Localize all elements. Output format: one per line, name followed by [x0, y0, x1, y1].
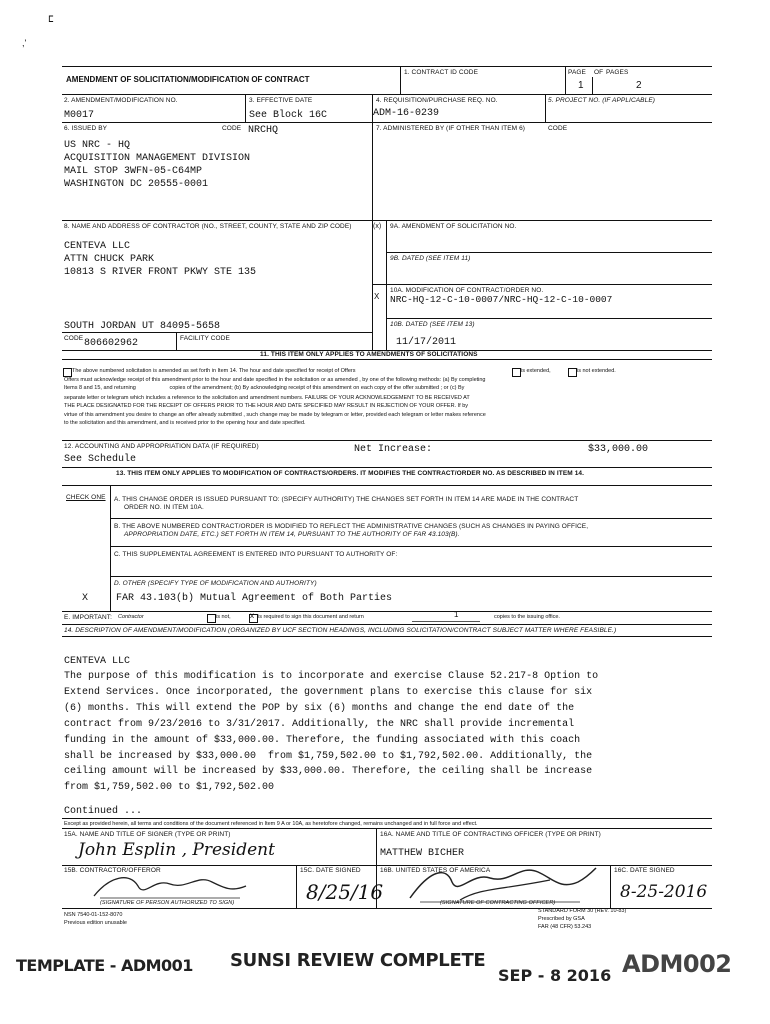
issued-by-label: 6. ISSUED BY [64, 125, 108, 132]
item11-text: separate letter or telegram which includes a reference to the solicitation and amendment numbers. FAILURE OF YOUR ACKNOWLEDGEMENT TO BE RECEIVED AT [64, 395, 470, 401]
contractor-date-label: 15C. DATE SIGNED [300, 867, 361, 874]
is-not-label: is not, [216, 614, 231, 620]
contract-id-label: 1. CONTRACT ID CODE [404, 69, 479, 76]
adm-stamp: ADM002 [622, 950, 732, 978]
issuer-address-line: ACQUISITION MANAGEMENT DIVISION [64, 153, 251, 164]
modification-no-label: 2. AMENDMENT/MODIFICATION NO. [64, 97, 178, 104]
contractor-line: CENTEVA LLC [64, 241, 131, 252]
previous-edition-note: Previous edition unusable [64, 920, 127, 926]
template-stamp: TEMPLATE - ADM001 [16, 956, 193, 975]
effective-date: See Block 16C [249, 110, 328, 121]
contractor-city-line: SOUTH JORDAN UT 84095-5658 [64, 321, 221, 332]
accounting-data-value: See Schedule [64, 454, 137, 465]
officer-date-label: 16C. DATE SIGNED [614, 867, 675, 874]
item13d-text: D. OTHER (SPECIFY TYPE OF MODIFICATION AND AUTHORITY) [114, 580, 317, 587]
item13c-text: C. THIS SUPPLEMENTAL AGREEMENT IS ENTERED INTO PURSUANT TO AUTHORITY OF: [114, 551, 398, 558]
item13-heading: 13. THIS ITEM ONLY APPLIES TO MODIFICATION OF CONTRACTS/ORDERS. IT MODIFIES THE CONTRACT/ORDER NO. AS DESCRIBED IN ITEM 14. [116, 470, 585, 477]
issuer-address-line: WASHINGTON DC 20555-0001 [64, 179, 209, 190]
accounting-data-label: 12. ACCOUNTING AND APPROPRIATION DATA (IF REQUIRED) [64, 443, 259, 450]
contractor-label: 8. NAME AND ADDRESS OF CONTRACTOR (NO., STREET, COUNTY, STATE AND ZIP CODE) [64, 223, 352, 230]
contract-dated: 11/17/2011 [396, 337, 457, 348]
contract-order-no-label: 10A. MODIFICATION OF CONTRACT/ORDER NO. [390, 287, 544, 294]
signer-name: John Esplin , President [78, 840, 275, 860]
is-required-check: x [250, 611, 254, 620]
net-increase-label: Net Increase: [354, 444, 433, 455]
contractor-signature-caption: (SIGNATURE OF PERSON AUTHORIZED TO SIGN) [100, 900, 235, 906]
scan-speck: ⵎ [48, 14, 54, 24]
copies-text: copies to the issuing office. [494, 614, 560, 620]
sunsi-review-stamp: SUNSI REVIEW COMPLETE [230, 950, 486, 971]
scan-speck: ,' [22, 38, 27, 48]
united-states-label: 16B. UNITED STATES OF AMERICA [380, 867, 491, 874]
nsn-number: NSN 7540-01-152-8070 [64, 912, 123, 918]
administered-by-code-label: CODE [548, 125, 568, 132]
item11-text: to the solicitation and this amendment, and is received prior to the opening hour and date specified. [64, 420, 306, 426]
contractor-code: 806602962 [84, 338, 139, 349]
contract-order-no: NRC-HQ-12-C-10-0007/NRC-HQ-12-C-10-0007 [390, 294, 613, 305]
officer-date-signed: 8-25-2016 [620, 882, 708, 902]
received-date-stamp: SEP - 8 2016 [498, 966, 612, 985]
contracting-officer-name: MATTHEW BICHER [380, 848, 465, 859]
description-line: funding in the amount of $33,000.00. Therefore, the funding associated with this coach [64, 735, 581, 746]
description-line: Extend Services. Once incorporated, the government plans to exercise this clause for six [64, 687, 593, 698]
project-no-label: 5. PROJECT NO. (IF APPLICABLE) [548, 97, 656, 104]
check-one-label: CHECK ONE [66, 494, 106, 501]
page-label: PAGE [568, 69, 586, 76]
item11-text: The above numbered solicitation is amended as set forth in Item 14. The hour and date specified for receipt of Offers [72, 368, 356, 374]
prescribed-by: Prescribed by GSA [538, 916, 585, 922]
item11-text: THE PLACE DESIGNATED FOR THE RECEIPT OF OFFERS PRIOR TO THE HOUR AND DATE SPECIFIED MAY RESULT IN REJECTION OF YOUR OFFER. If by [64, 403, 469, 409]
description-line: contract from 9/23/2016 to 3/31/2017. Additionally, the NRC shall provide incremental [64, 719, 575, 730]
item13d-checkmark: X [82, 593, 89, 604]
far-reference: FAR (48 CFR) 53.243 [538, 924, 592, 930]
is-not-checkbox [207, 614, 216, 623]
contractor-code-label: CODE [64, 335, 84, 342]
page-number: 1 [578, 80, 584, 91]
contractor-line: ATTN CHUCK PARK [64, 254, 155, 265]
solicitation-checkbox [63, 368, 72, 377]
solicitation-dated-label: 9B. DATED (SEE ITEM 11) [390, 255, 471, 262]
standard-form-id: STANDARD FORM 30 (REV. 10-83) [538, 908, 627, 914]
signer-name-label: 15A. NAME AND TITLE OF SIGNER (TYPE OR PRINT) [64, 831, 231, 838]
description-line: from $1,759,502.00 to $1,792,502.00 [64, 782, 275, 793]
item13b-text: APPROPRIATION DATE, ETC.) SET FORTH IN ITEM 14, PURSUANT TO THE AUTHORITY OF FAR 43.103(B). [124, 531, 460, 538]
item13a-text: ORDER NO. IN ITEM 10A. [124, 504, 204, 511]
facility-code-label: FACILITY CODE [180, 335, 230, 342]
officer-signature-caption: (SIGNATURE OF CONTRACTING OFFICER) [440, 900, 556, 906]
description-line: (6) months. This will extend the POP by six (6) months and change the end date of the [64, 703, 575, 714]
not-extended-label: is not extended. [577, 368, 616, 374]
item13d-authority: FAR 43.103(b) Mutual Agreement of Both Parties [116, 593, 393, 604]
contractor-offeror-label: 15B. CONTRACTOR/OFFEROR [64, 867, 161, 874]
item13a-text: A. THIS CHANGE ORDER IS ISSUED PURSUANT TO: (SPECIFY AUTHORITY) THE CHANGES SET FORTH IN ITEM 14 ARE MADE IN THE CONTRACT [114, 496, 579, 503]
contract-dated-label: 10B. DATED (SEE ITEM 13) [390, 321, 475, 328]
page-count: 2 [636, 80, 642, 91]
description-label: 14. DESCRIPTION OF AMENDMENT/MODIFICATION (ORGANIZED BY UCF SECTION HEADINGS, INCLUDING SOLICITATION/CONTRACT SUBJECT MATTER WHERE FEASIBLE.) [64, 627, 617, 634]
continued-note: Continued ... [64, 806, 143, 817]
description-line: ceiling amount will be increased by $33,000.00. Therefore, the ceiling shall be increase [64, 766, 593, 777]
item11-text: Offers must acknowledge receipt of this amendment prior to the hour and date specified in the solicitation or as amended , by one of the following methods: (a) By completing [64, 377, 486, 383]
issued-by-code-label: CODE [222, 125, 242, 132]
modification-no: M0017 [64, 110, 95, 121]
not-extended-checkbox [568, 368, 577, 377]
item11-text: virtue of this amendment you desire to change an offer already submitted , such change may be made by telegram or letter, provided each telegram or letter makes reference [64, 412, 486, 418]
contractor-signature [90, 868, 250, 904]
check-x-header: (x) [373, 223, 382, 230]
solicitation-amendment-label: 9A. AMENDMENT OF SOLICITATION NO. [390, 223, 517, 230]
requisition-no-label: 4. REQUISITION/PURCHASE REQ. NO. [376, 97, 498, 104]
item11-text: Items 8 and 15, and returning copies of the amendment; (b) By acknowledging receipt of this amendment on each copy of the offer submitted ; or (c) By [64, 385, 465, 391]
is-required-label: is required to sign this document and return [258, 614, 364, 620]
copies-count: 1 [454, 610, 459, 619]
pages-label: PAGES [606, 69, 629, 76]
contractor-word: Contractor [118, 614, 144, 620]
item11-heading: 11. THIS ITEM ONLY APPLIES TO AMENDMENTS OF SOLICITATIONS [260, 351, 478, 358]
administered-by-label: 7. ADMINISTERED BY (IF OTHER THAN ITEM 6) [376, 125, 526, 132]
issued-by-code: NRCHQ [248, 125, 279, 136]
issuer-address-line: US NRC - HQ [64, 140, 131, 151]
extended-label: is extended, [521, 368, 551, 374]
modification-checkmark: X [374, 292, 380, 301]
contractor-line: 10813 S RIVER FRONT PKWY STE 135 [64, 267, 257, 278]
net-increase-value: $33,000.00 [588, 444, 649, 455]
description-line: CENTEVA LLC [64, 656, 131, 667]
form-title: AMENDMENT OF SOLICITATION/MODIFICATION OF CONTRACT [66, 75, 310, 84]
extended-checkbox [512, 368, 521, 377]
item13b-text: B. THE ABOVE NUMBERED CONTRACT/ORDER IS MODIFIED TO REFLECT THE ADMINISTRATIVE CHANGES (SUCH AS CHANGES IN PAYING OFFICE, [114, 523, 589, 530]
contracting-officer-label: 16A. NAME AND TITLE OF CONTRACTING OFFICER (TYPE OR PRINT) [380, 831, 601, 838]
important-label: E. IMPORTANT: [64, 614, 113, 621]
requisition-no: ADM-16-0239 [373, 108, 440, 119]
description-line: The purpose of this modification is to incorporate and exercise Clause 52.217-8 Option to [64, 671, 599, 682]
of-label: OF [594, 69, 604, 76]
description-line: shall be increased by $33,000.00 from $1,759,502.00 to $1,792,502.00. Additionally, the [64, 751, 593, 762]
contractor-date-signed: 8/25/16 [306, 880, 384, 904]
effective-date-label: 3. EFFECTIVE DATE [249, 97, 313, 104]
terms-note: Except as provided herein, all terms and conditions of the document referenced in Item 9 A or 10A, as heretofore changed, remains unchanged and in full force and effect. [64, 821, 478, 827]
issuer-address-line: MAIL STOP 3WFN-05-C64MP [64, 166, 203, 177]
